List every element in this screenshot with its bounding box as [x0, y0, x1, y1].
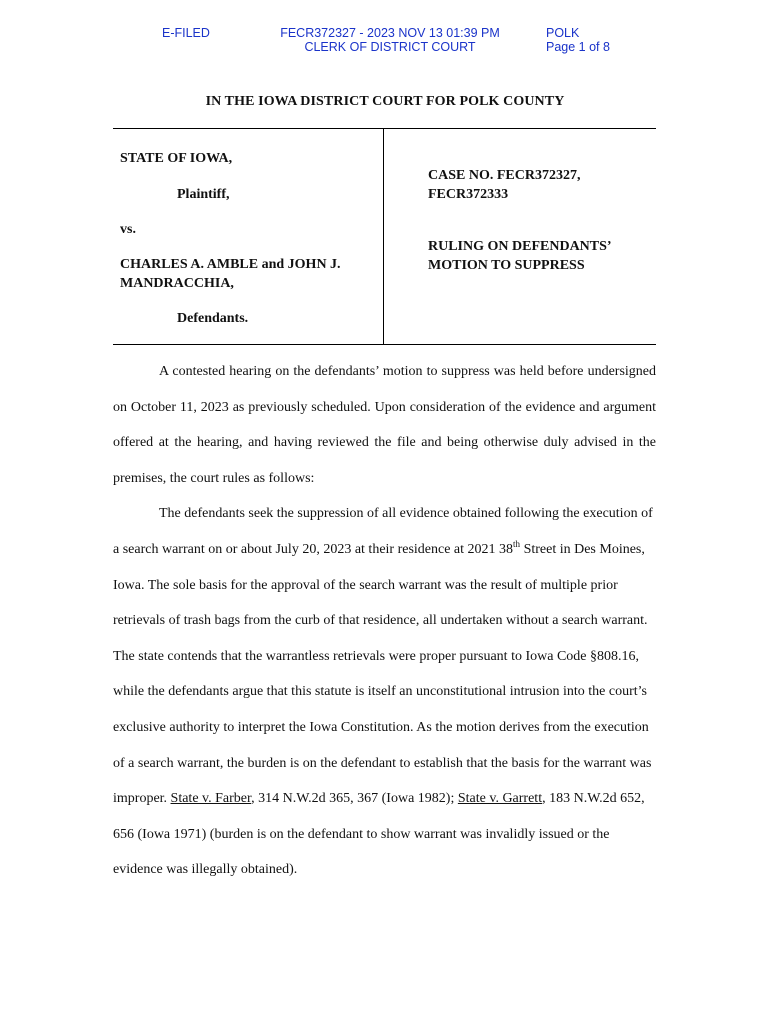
ruling-title-line-2: MOTION TO SUPPRESS — [428, 258, 585, 273]
case-number-line-1: CASE NO. FECR372327, — [428, 168, 581, 183]
defendant-names — [120, 255, 341, 293]
ordinal-suffix: th — [513, 538, 521, 549]
caption-divider — [383, 129, 384, 344]
efiled-label: E-FILED — [162, 26, 210, 40]
case-number-line-2: FECR372333 — [428, 187, 509, 202]
citation-garrett-detail: , 183 N.W.2d 652, 656 (Iowa 1971) (burden is on the defendant to show warrant was invalidly issued or the evidence was illegally obtained). — [113, 791, 645, 878]
paragraph-suppression — [113, 496, 656, 888]
defendant-line-1: CHARLES A. AMBLE and JOHN J. — [120, 257, 341, 272]
county-page-info — [546, 26, 610, 54]
clerk-label: CLERK OF DISTRICT COURT — [304, 40, 476, 54]
county-label: POLK — [546, 26, 580, 40]
court-title: IN THE IOWA DISTRICT COURT FOR POLK COUNTY — [205, 94, 565, 109]
defendant-line-2: MANDRACCHIA, — [120, 276, 234, 291]
filing-case-timestamp: FECR372327 - 2023 NOV 13 01:39 PM — [280, 26, 500, 40]
plaintiff-role: Plaintiff, — [177, 187, 230, 202]
citation-farber: State v. Farber — [170, 791, 252, 807]
citation-farber-detail: , 314 N.W.2d 365, 367 (Iowa 1982); — [251, 791, 458, 807]
ruling-title — [428, 237, 612, 275]
ruling-body — [113, 354, 656, 888]
versus-label: vs. — [120, 222, 136, 237]
paragraph-suppression-text-b: Street in Des Moines, Iowa. The sole basis for the approval of the search warrant was the result of multiple prior retrievals of trash bags from the curb of that residence, all undertaken without a search warrant. The state contends that the warrantless retrievals were proper pursuant to Iowa Code §808.16, while the defendants argue that this statute is itself an unconstitutional intrusion into the court’s exclusive authority to interpret the Iowa Constitution. As the motion derives from the execution of a search warrant, the burden is on the defendant to establish that the basis for the warrant was improper. — [113, 541, 652, 807]
page-number: Page 1 of 8 — [546, 40, 610, 54]
paragraph-hearing: A contested hearing on the defendants’ motion to suppress was held before undersigned on October 11, 2023 as previously scheduled. Upon consideration of the evidence and argument offered at the hearing, and having reviewed the file and being otherwise duly advised in the premises, the court rules as follows: — [113, 364, 656, 486]
case-caption — [113, 128, 656, 345]
efile-stamp — [0, 26, 770, 60]
ruling-title-line-1: RULING ON DEFENDANTS’ — [428, 239, 612, 254]
defendant-role: Defendants. — [177, 311, 249, 326]
paragraph-suppression-text-a: The defendants seek the suppression of all evidence obtained following the execution of a search warrant on or about July 20, 2023 at their residence at 2021 38 — [113, 506, 653, 557]
citation-garrett: State v. Garrett — [457, 791, 543, 807]
case-number — [428, 166, 580, 204]
plaintiff-name: STATE OF IOWA, — [120, 151, 233, 166]
filing-info — [280, 26, 500, 54]
